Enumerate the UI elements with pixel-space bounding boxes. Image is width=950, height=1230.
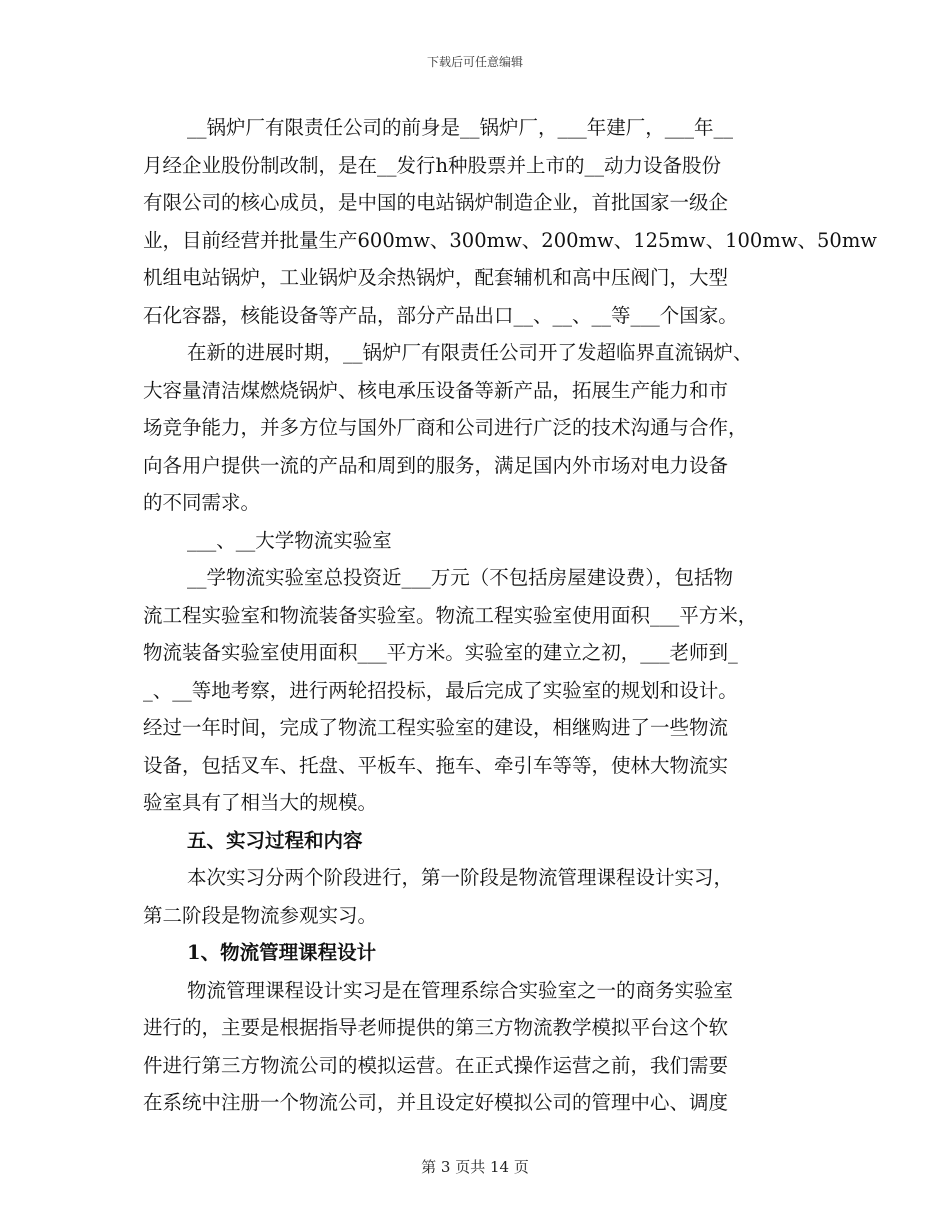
text-line: 业，目前经营并批量生产600mw、300mw、200mw、125mw、100mw、50mw — [143, 229, 878, 252]
page-header: 下载后可任意编辑 — [426, 55, 523, 69]
text-line: 有限公司的核心成员，是中国的电站锅炉制造企业，首批国家一级企 — [143, 191, 729, 214]
text-line: 向各用户提供一流的产品和周到的服务，满足国内外市场对电力设备 — [143, 454, 729, 477]
text-line: 机组电站锅炉，工业锅炉及余热锅炉，配套辅机和高中压阀门，大型 — [143, 266, 729, 289]
section-heading: 1、物流管理课程设计 — [187, 941, 377, 964]
text-line: 的不同需求。 — [143, 491, 261, 514]
text-line: 月经企业股份制改制，是在__发行h种股票并上市的__动力设备股份 — [143, 154, 722, 177]
text-line: 物流装备实验室使用面积___平方米。实验室的建立之初，___老师到_ — [143, 641, 738, 664]
section-subheading: ___、__大学物流实验室 — [187, 529, 392, 552]
text-line: 在新的进展时期，__锅炉厂有限责任公司开了发超临界直流锅炉、 — [187, 341, 753, 364]
text-line: 第二阶段是物流参观实习。 — [143, 904, 378, 927]
text-line: 石化容器，核能设备等产品，部分产品出口__、__、__等___个国家。 — [143, 304, 738, 327]
text-line: 物流管理课程设计实习是在管理系综合实验室之一的商务实验室 — [187, 979, 734, 1002]
text-line: 进行的，主要是根据指导老师提供的第三方物流教学模拟平台这个软 — [143, 1016, 729, 1039]
text-line: 本次实习分两个阶段进行，第一阶段是物流管理课程设计实习， — [187, 866, 734, 889]
page-footer: 第 3 页共 14 页 — [421, 1158, 529, 1176]
text-line: 流工程实验室和物流装备实验室。物流工程实验室使用面积___平方米， — [143, 604, 758, 627]
text-line: __学物流实验室总投资近___万元（不包括房屋建设费），包括物 — [187, 566, 734, 589]
section-heading: 五、实习过程和内容 — [187, 829, 363, 852]
text-line: __锅炉厂有限责任公司的前身是__锅炉厂，___年建厂，___年__ — [187, 116, 734, 139]
text-line: 经过一年时间，完成了物流工程实验室的建设，相继购进了一些物流 — [143, 716, 729, 739]
text-line: 大容量清洁煤燃烧锅炉、核电承压设备等新产品，拓展生产能力和市 — [143, 379, 729, 402]
text-line: 在系统中注册一个物流公司，并且设定好模拟公司的管理中心、调度 — [143, 1091, 729, 1114]
text-line: 设备，包括叉车、托盘、平板车、拖车、牵引车等等，使林大物流实 — [143, 754, 729, 777]
text-line: 验室具有了相当大的规模。 — [143, 791, 378, 814]
text-line: 件进行第三方物流公司的模拟运营。在正式操作运营之前，我们需要 — [143, 1054, 729, 1077]
text-line: 场竞争能力，并多方位与国外厂商和公司进行广泛的技术沟通与合作， — [143, 416, 748, 439]
text-line: _、__等地考察，进行两轮招投标，最后完成了实验室的规划和设计。 — [143, 679, 738, 702]
